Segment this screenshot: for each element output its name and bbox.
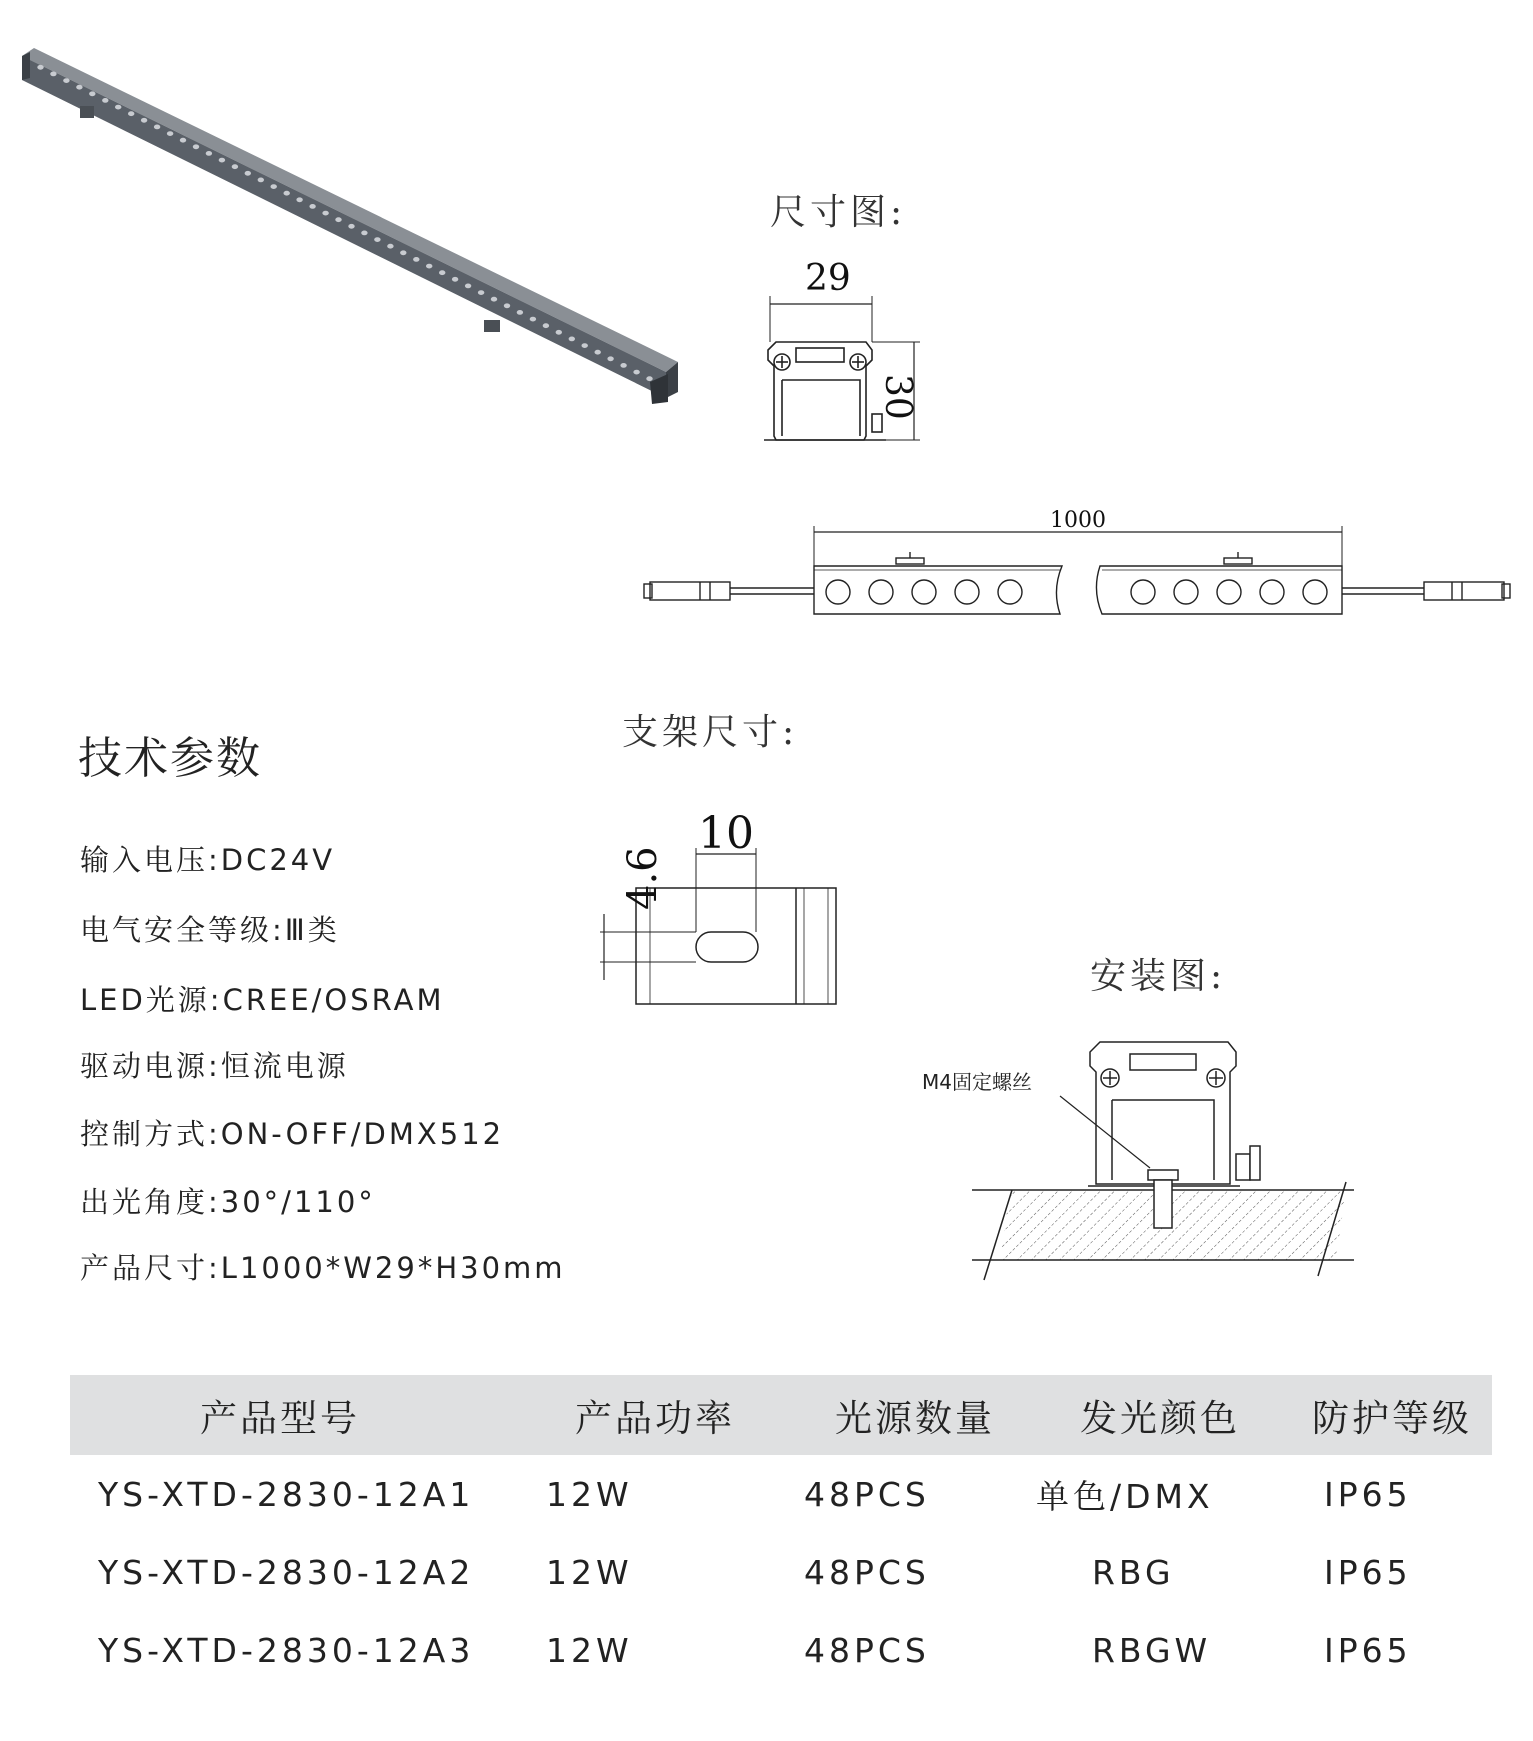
led-dot bbox=[206, 151, 212, 156]
led-dot bbox=[89, 91, 95, 96]
table-row bbox=[70, 1533, 1492, 1611]
spec-dimensions bbox=[80, 1246, 566, 1287]
lens-circle bbox=[826, 580, 850, 604]
led-dot bbox=[543, 323, 549, 328]
led-dot bbox=[76, 85, 82, 90]
led-dot bbox=[154, 125, 160, 130]
lens-circle bbox=[1303, 580, 1327, 604]
spec-label: 驱动电源: bbox=[80, 1049, 221, 1083]
width-dimension: 29 bbox=[805, 258, 851, 299]
spec-value: Ⅲ类 bbox=[284, 913, 340, 947]
led-dot bbox=[620, 363, 626, 368]
led-dot bbox=[335, 217, 341, 222]
spec-value: ON-OFF/DMX512 bbox=[220, 1117, 505, 1151]
spec-label: 控制方式: bbox=[80, 1117, 221, 1151]
led-dot bbox=[491, 297, 497, 302]
spec-label: LED光源: bbox=[80, 983, 223, 1017]
specs-title: 技术参数 bbox=[78, 733, 262, 784]
led-dot bbox=[284, 191, 290, 196]
led-dot bbox=[504, 303, 510, 308]
led-dot bbox=[63, 78, 69, 83]
led-dot bbox=[322, 211, 328, 216]
led-dot bbox=[180, 138, 186, 143]
led-dot bbox=[141, 118, 147, 123]
spec-value: CREE/OSRAM bbox=[222, 983, 445, 1017]
header-led-count: 光源数量 bbox=[835, 1397, 995, 1440]
table-row bbox=[70, 1455, 1492, 1533]
cell-color: 单色/DMX bbox=[1036, 1476, 1214, 1516]
spec-value: L1000*W29*H30mm bbox=[220, 1251, 566, 1285]
led-dot bbox=[50, 72, 56, 77]
cell-color: RBG bbox=[1092, 1552, 1175, 1592]
spec-led-source bbox=[80, 978, 444, 1019]
led-dot bbox=[128, 111, 134, 116]
led-dot bbox=[271, 184, 277, 189]
led-dot bbox=[245, 171, 251, 176]
spec-label: 输入电压: bbox=[80, 843, 221, 877]
led-dot bbox=[374, 237, 380, 242]
led-dot bbox=[646, 376, 652, 381]
led-dot bbox=[309, 204, 315, 209]
led-dot bbox=[595, 350, 601, 355]
cell-model: YS-XTD-2830-12A2 bbox=[98, 1552, 475, 1592]
led-dot bbox=[167, 131, 173, 136]
led-dot bbox=[102, 98, 108, 103]
spec-label: 产品尺寸: bbox=[80, 1251, 221, 1285]
led-dot bbox=[37, 65, 43, 70]
install-title: 安装图: bbox=[1090, 956, 1227, 997]
led-dot bbox=[426, 264, 432, 269]
led-bar bbox=[22, 48, 678, 404]
header-ip-rating: 防护等级 bbox=[1312, 1397, 1472, 1440]
screw-label: M4固定螺丝 bbox=[922, 1070, 1032, 1094]
length-dimension: 1000 bbox=[1050, 508, 1106, 533]
bracket-hole-dimension: 4.6 bbox=[620, 846, 666, 910]
spec-value: 30°/110° bbox=[220, 1185, 376, 1219]
bracket-width-dimension: 10 bbox=[698, 808, 754, 859]
led-dot bbox=[258, 178, 264, 183]
led-dot bbox=[607, 356, 613, 361]
cell-model: YS-XTD-2830-12A3 bbox=[98, 1630, 475, 1670]
led-dot bbox=[439, 270, 445, 275]
cell-color: RBGW bbox=[1092, 1630, 1212, 1670]
spec-label: 出光角度: bbox=[80, 1185, 221, 1219]
cell-led-count: 48PCS bbox=[804, 1630, 930, 1670]
cell-model: YS-XTD-2830-12A1 bbox=[98, 1474, 475, 1514]
led-dot bbox=[569, 337, 575, 342]
led-dot bbox=[232, 164, 238, 169]
header-color: 发光颜色 bbox=[1080, 1397, 1240, 1440]
lens-circle bbox=[1174, 580, 1198, 604]
led-dot bbox=[413, 257, 419, 262]
cell-ip-rating: IP65 bbox=[1324, 1474, 1412, 1514]
model-table bbox=[70, 1375, 1492, 1689]
led-dot bbox=[478, 290, 484, 295]
cell-power: 12W bbox=[546, 1630, 633, 1670]
dimension-title: 尺寸图: bbox=[770, 192, 907, 233]
spec-beam-angle bbox=[80, 1180, 376, 1221]
spec-control bbox=[80, 1112, 504, 1153]
led-dot bbox=[115, 105, 121, 110]
led-dot bbox=[465, 284, 471, 289]
height-dimension: 30 bbox=[877, 374, 918, 420]
lens-circle bbox=[869, 580, 893, 604]
bracket-title: 支架尺寸: bbox=[622, 712, 799, 753]
lens-circle bbox=[955, 580, 979, 604]
led-dot bbox=[361, 231, 367, 236]
cell-led-count: 48PCS bbox=[804, 1552, 930, 1592]
cell-led-count: 48PCS bbox=[804, 1474, 930, 1514]
led-dot bbox=[193, 144, 199, 149]
led-dot bbox=[452, 277, 458, 282]
led-dot bbox=[219, 158, 225, 163]
header-model: 产品型号 bbox=[200, 1397, 360, 1440]
cell-power: 12W bbox=[546, 1474, 633, 1514]
table-row bbox=[70, 1611, 1492, 1689]
lens-circle bbox=[1131, 580, 1155, 604]
table-header bbox=[70, 1375, 1492, 1455]
led-dot bbox=[556, 330, 562, 335]
lens-circle bbox=[998, 580, 1022, 604]
led-dot bbox=[633, 370, 639, 375]
lens-circle bbox=[1260, 580, 1284, 604]
spec-value: 恒流电源 bbox=[220, 1049, 349, 1083]
led-dot bbox=[582, 343, 588, 348]
led-dot bbox=[348, 224, 354, 229]
led-dot bbox=[387, 244, 393, 249]
spec-label: 电气安全等级: bbox=[80, 913, 285, 947]
spec-input-voltage bbox=[80, 838, 335, 879]
led-dot bbox=[517, 310, 523, 315]
led-dot bbox=[530, 317, 536, 322]
spec-driver bbox=[80, 1044, 349, 1085]
spec-value: DC24V bbox=[220, 843, 336, 877]
cell-ip-rating: IP65 bbox=[1324, 1630, 1412, 1670]
cell-power: 12W bbox=[546, 1552, 633, 1592]
lens-circle bbox=[912, 580, 936, 604]
led-dot bbox=[296, 197, 302, 202]
header-power: 产品功率 bbox=[575, 1397, 735, 1440]
cell-ip-rating: IP65 bbox=[1324, 1552, 1412, 1592]
lens-circle bbox=[1217, 580, 1241, 604]
led-dot bbox=[400, 250, 406, 255]
spec-safety-class bbox=[80, 908, 340, 949]
